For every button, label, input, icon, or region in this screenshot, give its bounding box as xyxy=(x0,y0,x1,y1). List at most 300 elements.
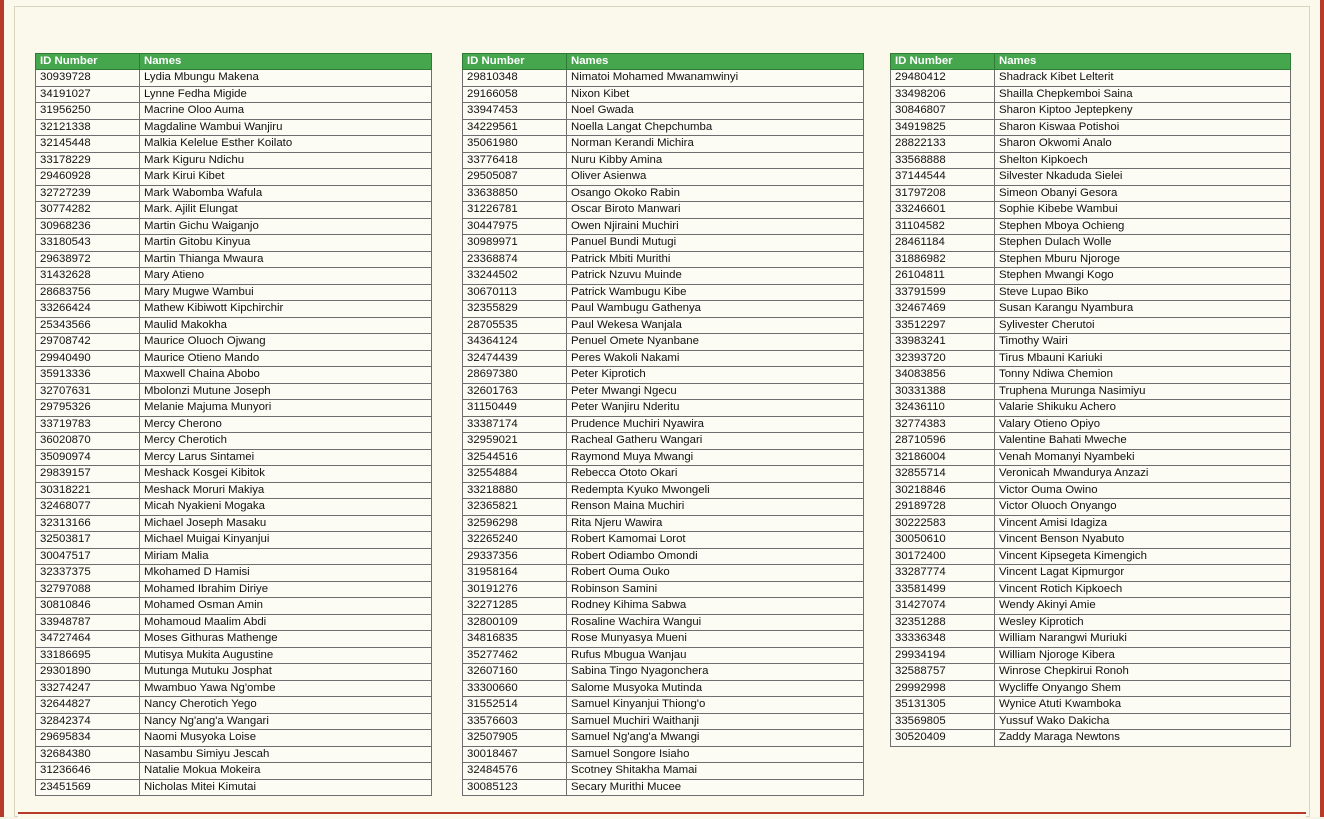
id-number-cell: 32727239 xyxy=(36,185,140,202)
id-number-cell: 33300660 xyxy=(463,680,567,697)
name-cell: Melanie Majuma Munyori xyxy=(140,400,432,417)
name-cell: Martin Gitobu Kinyua xyxy=(140,235,432,252)
name-cell: Wynice Atuti Kwamboka xyxy=(995,697,1291,714)
table-row xyxy=(891,152,1291,169)
table-row xyxy=(463,680,864,697)
id-number-cell: 32351288 xyxy=(891,614,995,631)
table-row xyxy=(463,433,864,450)
table-row xyxy=(36,614,432,631)
table-row xyxy=(36,136,432,153)
name-cell: Maurice Otieno Mando xyxy=(140,350,432,367)
table-row xyxy=(36,515,432,532)
name-cell: Prudence Muchiri Nyawira xyxy=(567,416,864,433)
id-number-cell: 29480412 xyxy=(891,70,995,87)
name-cell: Raymond Muya Mwangi xyxy=(567,449,864,466)
table-row xyxy=(36,70,432,87)
id-number-cell: 32596298 xyxy=(463,515,567,532)
id-number-cell: 30810846 xyxy=(36,598,140,615)
id-number-cell: 33186695 xyxy=(36,647,140,664)
id-number-cell: 33244502 xyxy=(463,268,567,285)
name-cell: Scotney Shitakha Mamai xyxy=(567,763,864,780)
table-header-row xyxy=(463,54,864,70)
id-number-cell: 32544516 xyxy=(463,449,567,466)
name-cell: Nancy Cherotich Yego xyxy=(140,697,432,714)
name-cell: Sharon Okwomi Analo xyxy=(995,136,1291,153)
id-number-cell: 29638972 xyxy=(36,251,140,268)
table-row xyxy=(891,185,1291,202)
table-row xyxy=(891,103,1291,120)
name-cell: Mark Kirui Kibet xyxy=(140,169,432,186)
table-row xyxy=(463,317,864,334)
id-number-cell: 32774383 xyxy=(891,416,995,433)
table-row xyxy=(463,532,864,549)
table-row xyxy=(463,136,864,153)
id-number-cell: 34083856 xyxy=(891,367,995,384)
id-number-cell: 32684380 xyxy=(36,746,140,763)
name-cell: Paul Wekesa Wanjala xyxy=(567,317,864,334)
name-cell: Mathew Kibiwott Kipchirchir xyxy=(140,301,432,318)
table-row xyxy=(891,119,1291,136)
table-row xyxy=(463,482,864,499)
name-cell: Meshack Kosgei Kibitok xyxy=(140,466,432,483)
table-row xyxy=(891,697,1291,714)
id-number-cell: 30191276 xyxy=(463,581,567,598)
table-row xyxy=(36,251,432,268)
id-number-cell: 32436110 xyxy=(891,400,995,417)
table-row xyxy=(891,86,1291,103)
id-number-cell: 29708742 xyxy=(36,334,140,351)
id-number-cell: 35131305 xyxy=(891,697,995,714)
id-number-cell: 30318221 xyxy=(36,482,140,499)
name-cell: William Njoroge Kibera xyxy=(995,647,1291,664)
table-row xyxy=(891,449,1291,466)
table-row xyxy=(36,301,432,318)
table-row xyxy=(36,350,432,367)
table-row xyxy=(36,466,432,483)
id-number-cell: 33266424 xyxy=(36,301,140,318)
name-cell: Lynne Fedha Migide xyxy=(140,86,432,103)
name-cell: Steve Lupao Biko xyxy=(995,284,1291,301)
name-cell: Nixon Kibet xyxy=(567,86,864,103)
id-number-cell: 32644827 xyxy=(36,697,140,714)
name-cell: Mkohamed D Hamisi xyxy=(140,565,432,582)
table-row xyxy=(891,301,1291,318)
id-number-cell: 30085123 xyxy=(463,779,567,796)
table-row xyxy=(891,416,1291,433)
id-number-cell: 33569805 xyxy=(891,713,995,730)
table-row xyxy=(463,119,864,136)
name-cell: Rose Munyasya Mueni xyxy=(567,631,864,648)
name-cell: Osango Okoko Rabin xyxy=(567,185,864,202)
name-cell: Sylivester Cherutoi xyxy=(995,317,1291,334)
id-number-cell: 23368874 xyxy=(463,251,567,268)
name-cell: Oscar Biroto Manwari xyxy=(567,202,864,219)
name-cell: Magdaline Wambui Wanjiru xyxy=(140,119,432,136)
name-cell: Timothy Wairi xyxy=(995,334,1291,351)
name-cell: Rosaline Wachira Wangui xyxy=(567,614,864,631)
name-cell: Robert Ouma Ouko xyxy=(567,565,864,582)
name-cell: Redempta Kyuko Mwongeli xyxy=(567,482,864,499)
id-number-header: ID Number xyxy=(463,54,567,70)
id-number-cell: 32468077 xyxy=(36,499,140,516)
name-cell: Sophie Kibebe Wambui xyxy=(995,202,1291,219)
table-row xyxy=(463,548,864,565)
id-number-cell: 30331388 xyxy=(891,383,995,400)
table-row xyxy=(891,218,1291,235)
name-cell: Miriam Malia xyxy=(140,548,432,565)
name-cell: Simeon Obanyi Gesora xyxy=(995,185,1291,202)
table-row xyxy=(463,400,864,417)
name-cell: Wesley Kiprotich xyxy=(995,614,1291,631)
name-cell: Rita Njeru Wawira xyxy=(567,515,864,532)
id-number-cell: 33287774 xyxy=(891,565,995,582)
id-number-cell: 29839157 xyxy=(36,466,140,483)
id-number-cell: 33568888 xyxy=(891,152,995,169)
id-number-cell: 32265240 xyxy=(463,532,567,549)
id-number-cell: 35061980 xyxy=(463,136,567,153)
table-row xyxy=(891,466,1291,483)
id-number-cell: 33983241 xyxy=(891,334,995,351)
name-cell: Victor Oluoch Onyango xyxy=(995,499,1291,516)
id-number-cell: 35277462 xyxy=(463,647,567,664)
table-row xyxy=(36,598,432,615)
name-cell: Veronicah Mwandurya Anzazi xyxy=(995,466,1291,483)
id-number-cell: 34727464 xyxy=(36,631,140,648)
table-row xyxy=(36,416,432,433)
id-number-cell: 30520409 xyxy=(891,730,995,747)
table-row xyxy=(36,548,432,565)
name-cell: Tonny Ndiwa Chemion xyxy=(995,367,1291,384)
name-cell: Micah Nyakieni Mogaka xyxy=(140,499,432,516)
name-cell: William Narangwi Muriuki xyxy=(995,631,1291,648)
name-cell: Peter Mwangi Ngecu xyxy=(567,383,864,400)
name-cell: Victor Ouma Owino xyxy=(995,482,1291,499)
table-row xyxy=(891,631,1291,648)
name-cell: Vincent Rotich Kipkoech xyxy=(995,581,1291,598)
id-number-cell: 33498206 xyxy=(891,86,995,103)
name-cell: Shelton Kipkoech xyxy=(995,152,1291,169)
id-number-cell: 32365821 xyxy=(463,499,567,516)
table-row xyxy=(891,251,1291,268)
id-number-cell: 29505087 xyxy=(463,169,567,186)
name-cell: Winrose Chepkirui Ronoh xyxy=(995,664,1291,681)
id-number-cell: 32313166 xyxy=(36,515,140,532)
table-row xyxy=(463,367,864,384)
id-number-cell: 30846807 xyxy=(891,103,995,120)
table-row xyxy=(36,697,432,714)
table-row xyxy=(463,268,864,285)
bottom-border-rule xyxy=(18,812,1306,819)
id-number-cell: 29810348 xyxy=(463,70,567,87)
name-cell: Sharon Kiswaa Potishoi xyxy=(995,119,1291,136)
table-body xyxy=(463,70,864,796)
table-row xyxy=(891,70,1291,87)
name-cell: Penuel Omete Nyanbane xyxy=(567,334,864,351)
id-number-cell: 29460928 xyxy=(36,169,140,186)
id-number-cell: 33218880 xyxy=(463,482,567,499)
name-cell: Meshack Moruri Makiya xyxy=(140,482,432,499)
names-header: Names xyxy=(995,54,1291,70)
name-cell: Mutunga Mutuku Josphat xyxy=(140,664,432,681)
table-row xyxy=(891,482,1291,499)
id-number-cell: 33581499 xyxy=(891,581,995,598)
id-number-cell: 33576603 xyxy=(463,713,567,730)
name-cell: Oliver Asienwa xyxy=(567,169,864,186)
name-cell: Vincent Lagat Kipmurgor xyxy=(995,565,1291,582)
id-number-cell: 31427074 xyxy=(891,598,995,615)
table-row xyxy=(36,565,432,582)
table-row xyxy=(891,532,1291,549)
table-row xyxy=(891,169,1291,186)
name-cell: Mary Mugwe Wambui xyxy=(140,284,432,301)
name-cell: Valary Otieno Opiyo xyxy=(995,416,1291,433)
id-number-cell: 33791599 xyxy=(891,284,995,301)
table-row xyxy=(36,631,432,648)
id-number-cell: 31432628 xyxy=(36,268,140,285)
id-number-cell: 33948787 xyxy=(36,614,140,631)
table-row xyxy=(463,730,864,747)
name-cell: Paul Wambugu Gathenya xyxy=(567,301,864,318)
table-row xyxy=(36,169,432,186)
id-number-cell: 32121338 xyxy=(36,119,140,136)
name-cell: Rebecca Ototo Okari xyxy=(567,466,864,483)
table-row xyxy=(36,202,432,219)
id-number-cell: 31104582 xyxy=(891,218,995,235)
name-cell: Nicholas Mitei Kimutai xyxy=(140,779,432,796)
id-number-cell: 34364124 xyxy=(463,334,567,351)
table-row xyxy=(36,185,432,202)
table-row xyxy=(891,268,1291,285)
id-number-cell: 32842374 xyxy=(36,713,140,730)
table-row xyxy=(463,565,864,582)
name-cell: Zaddy Maraga Newtons xyxy=(995,730,1291,747)
name-cell: Shadrack Kibet Lelterit xyxy=(995,70,1291,87)
name-cell: Vincent Benson Nyabuto xyxy=(995,532,1291,549)
id-number-cell: 28697380 xyxy=(463,367,567,384)
name-cell: Peres Wakoli Nakami xyxy=(567,350,864,367)
name-cell: Sabina Tingo Nyagonchera xyxy=(567,664,864,681)
id-number-cell: 32186004 xyxy=(891,449,995,466)
name-cell: Vincent Amisi Idagiza xyxy=(995,515,1291,532)
name-cell: Mark Kiguru Ndichu xyxy=(140,152,432,169)
table-row xyxy=(891,548,1291,565)
name-cell: Mary Atieno xyxy=(140,268,432,285)
table-row xyxy=(36,499,432,516)
table-row xyxy=(36,482,432,499)
table-row xyxy=(463,152,864,169)
name-cell: Samuel Ng'ang'a Mwangi xyxy=(567,730,864,747)
id-number-cell: 33638850 xyxy=(463,185,567,202)
id-number-cell: 33387174 xyxy=(463,416,567,433)
id-number-cell: 32467469 xyxy=(891,301,995,318)
table-row xyxy=(463,598,864,615)
table-row xyxy=(891,664,1291,681)
roster-table-2 xyxy=(462,53,864,796)
name-cell: Malkia Kelelue Esther Koilato xyxy=(140,136,432,153)
table-row xyxy=(891,400,1291,417)
table-row xyxy=(36,713,432,730)
table-row xyxy=(463,647,864,664)
id-number-header: ID Number xyxy=(891,54,995,70)
id-number-cell: 33178229 xyxy=(36,152,140,169)
table-row xyxy=(463,284,864,301)
table-row xyxy=(36,746,432,763)
table-row xyxy=(463,746,864,763)
table-row xyxy=(36,334,432,351)
id-number-cell: 29795326 xyxy=(36,400,140,417)
id-number-cell: 32800109 xyxy=(463,614,567,631)
table-row xyxy=(891,713,1291,730)
id-number-cell: 33776418 xyxy=(463,152,567,169)
id-number-cell: 28683756 xyxy=(36,284,140,301)
name-cell: Susan Karangu Nyambura xyxy=(995,301,1291,318)
id-number-cell: 32554884 xyxy=(463,466,567,483)
name-cell: Macrine Oloo Auma xyxy=(140,103,432,120)
id-number-cell: 32271285 xyxy=(463,598,567,615)
name-cell: Stephen Dulach Wolle xyxy=(995,235,1291,252)
id-number-cell: 30222583 xyxy=(891,515,995,532)
id-number-cell: 29940490 xyxy=(36,350,140,367)
id-number-cell: 32145448 xyxy=(36,136,140,153)
name-cell: Panuel Bundi Mutugi xyxy=(567,235,864,252)
table-row xyxy=(891,614,1291,631)
id-number-cell: 32503817 xyxy=(36,532,140,549)
id-number-cell: 34191027 xyxy=(36,86,140,103)
table-row xyxy=(36,367,432,384)
id-number-cell: 33336348 xyxy=(891,631,995,648)
name-cell: Mohamed Osman Amin xyxy=(140,598,432,615)
name-cell: Silvester Nkaduda Sielei xyxy=(995,169,1291,186)
id-number-cell: 33246601 xyxy=(891,202,995,219)
id-number-header: ID Number xyxy=(36,54,140,70)
table-row xyxy=(463,614,864,631)
table-header-row xyxy=(891,54,1291,70)
id-number-cell: 32855714 xyxy=(891,466,995,483)
table-row xyxy=(891,235,1291,252)
id-number-cell: 31226781 xyxy=(463,202,567,219)
table-row xyxy=(463,185,864,202)
table-row xyxy=(36,647,432,664)
name-cell: Stephen Mwangi Kogo xyxy=(995,268,1291,285)
name-cell: Noel Gwada xyxy=(567,103,864,120)
id-number-cell: 28822133 xyxy=(891,136,995,153)
roster-table-3 xyxy=(890,53,1291,747)
name-cell: Robert Kamomai Lorot xyxy=(567,532,864,549)
id-number-cell: 32601763 xyxy=(463,383,567,400)
id-number-cell: 30050610 xyxy=(891,532,995,549)
table-row xyxy=(463,235,864,252)
table-row xyxy=(36,119,432,136)
id-number-cell: 29934194 xyxy=(891,647,995,664)
names-header: Names xyxy=(140,54,432,70)
id-number-cell: 30939728 xyxy=(36,70,140,87)
name-cell: Samuel Kinyanjui Thiong'o xyxy=(567,697,864,714)
name-cell: Mohamoud Maalim Abdi xyxy=(140,614,432,631)
table-row xyxy=(891,433,1291,450)
name-cell: Valarie Shikuku Achero xyxy=(995,400,1291,417)
id-number-cell: 32707631 xyxy=(36,383,140,400)
table-row xyxy=(463,251,864,268)
table-row xyxy=(36,763,432,780)
id-number-cell: 36020870 xyxy=(36,433,140,450)
id-number-cell: 32393720 xyxy=(891,350,995,367)
name-cell: Mark. Ajilit Elungat xyxy=(140,202,432,219)
table-row xyxy=(463,466,864,483)
table-row xyxy=(463,169,864,186)
name-cell: Shailla Chepkemboi Saina xyxy=(995,86,1291,103)
name-cell: Peter Wanjiru Nderitu xyxy=(567,400,864,417)
name-cell: Martin Thianga Mwaura xyxy=(140,251,432,268)
name-cell: Norman Kerandi Michira xyxy=(567,136,864,153)
id-number-cell: 31797208 xyxy=(891,185,995,202)
name-cell: Patrick Mbiti Murithi xyxy=(567,251,864,268)
name-cell: Rufus Mbugua Wanjau xyxy=(567,647,864,664)
id-number-cell: 29166058 xyxy=(463,86,567,103)
id-number-cell: 32588757 xyxy=(891,664,995,681)
table-row xyxy=(36,433,432,450)
table-row xyxy=(891,202,1291,219)
name-cell: Mercy Cherono xyxy=(140,416,432,433)
table-row xyxy=(891,499,1291,516)
name-cell: Mark Wabomba Wafula xyxy=(140,185,432,202)
name-cell: Nuru Kibby Amina xyxy=(567,152,864,169)
table-row xyxy=(463,334,864,351)
id-number-cell: 26104811 xyxy=(891,268,995,285)
name-cell: Robinson Samini xyxy=(567,581,864,598)
id-number-cell: 31552514 xyxy=(463,697,567,714)
table-body xyxy=(36,70,432,796)
table-row xyxy=(463,499,864,516)
name-cell: Nimatoi Mohamed Mwanamwinyi xyxy=(567,70,864,87)
table-row xyxy=(36,730,432,747)
id-number-cell: 30218846 xyxy=(891,482,995,499)
name-cell: Nasambu Simiyu Jescah xyxy=(140,746,432,763)
table-row xyxy=(891,680,1291,697)
id-number-cell: 33719783 xyxy=(36,416,140,433)
id-number-cell: 30774282 xyxy=(36,202,140,219)
name-cell: Robert Odiambo Omondi xyxy=(567,548,864,565)
id-number-cell: 37144544 xyxy=(891,169,995,186)
name-cell: Martin Gichu Waiganjo xyxy=(140,218,432,235)
table-row xyxy=(36,218,432,235)
id-number-cell: 31958164 xyxy=(463,565,567,582)
name-cell: Mercy Larus Sintamei xyxy=(140,449,432,466)
id-number-cell: 31956250 xyxy=(36,103,140,120)
table-row xyxy=(891,350,1291,367)
table-row xyxy=(36,103,432,120)
name-cell: Naomi Musyoka Loise xyxy=(140,730,432,747)
name-cell: Wendy Akinyi Amie xyxy=(995,598,1291,615)
id-number-cell: 30447975 xyxy=(463,218,567,235)
table-row xyxy=(463,697,864,714)
table-row xyxy=(36,779,432,796)
table-row xyxy=(463,779,864,796)
id-number-cell: 33180543 xyxy=(36,235,140,252)
name-cell: Peter Kiprotich xyxy=(567,367,864,384)
id-number-cell: 28705535 xyxy=(463,317,567,334)
name-cell: Michael Muigai Kinyanjui xyxy=(140,532,432,549)
name-cell: Mercy Cherotich xyxy=(140,433,432,450)
table-row xyxy=(36,152,432,169)
name-cell: Michael Joseph Masaku xyxy=(140,515,432,532)
id-number-cell: 30047517 xyxy=(36,548,140,565)
id-number-cell: 34919825 xyxy=(891,119,995,136)
id-number-cell: 31150449 xyxy=(463,400,567,417)
name-cell: Mohamed Ibrahim Diriye xyxy=(140,581,432,598)
id-number-cell: 28710596 xyxy=(891,433,995,450)
table-row xyxy=(463,449,864,466)
id-number-cell: 32607160 xyxy=(463,664,567,681)
